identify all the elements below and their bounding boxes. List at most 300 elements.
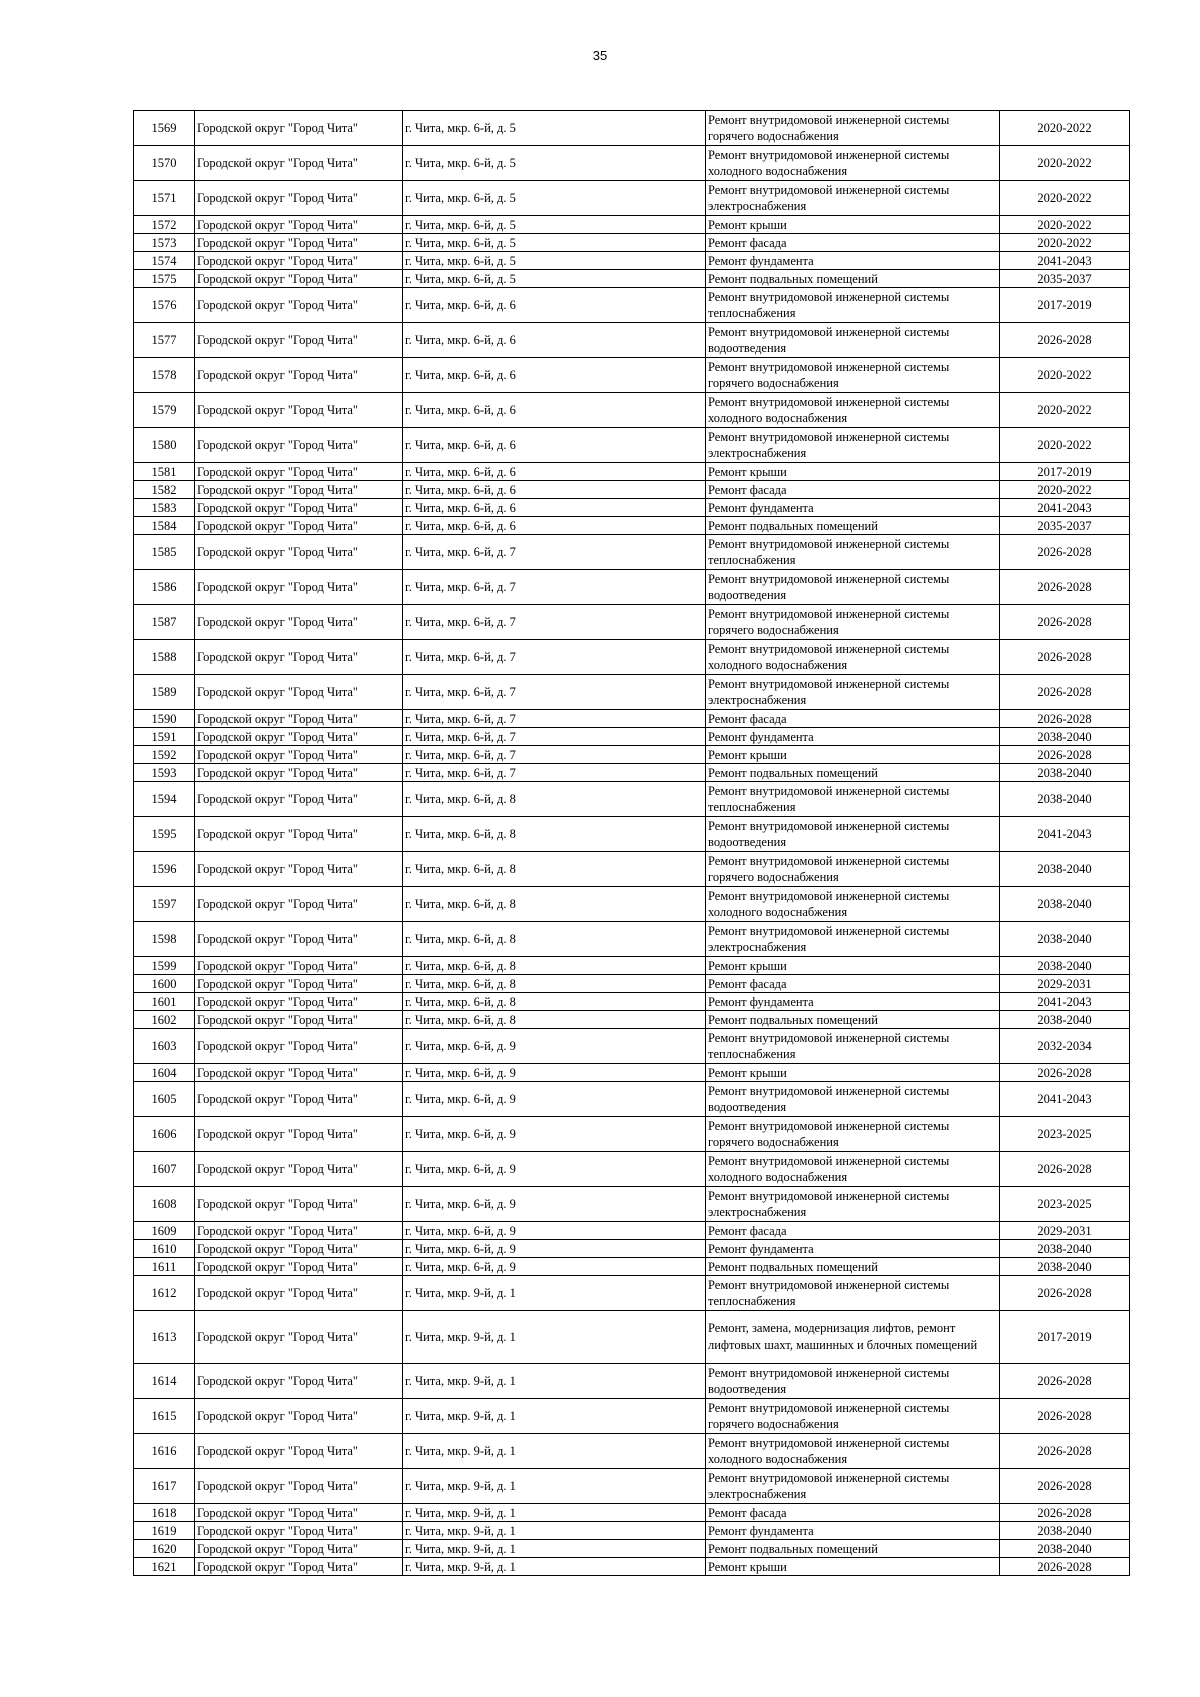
address-cell: г. Чита, мкр. 6-й, д. 7 <box>403 746 706 764</box>
row-number: 1604 <box>134 1064 195 1082</box>
table-row <box>134 1187 1130 1222</box>
period-cell: 2041-2043 <box>1000 499 1130 517</box>
row-number: 1576 <box>134 288 195 323</box>
municipality-cell: Городской округ "Город Чита" <box>195 358 403 393</box>
address-cell: г. Чита, мкр. 9-й, д. 1 <box>403 1540 706 1558</box>
address-cell: г. Чита, мкр. 6-й, д. 6 <box>403 358 706 393</box>
address-cell: г. Чита, мкр. 6-й, д. 5 <box>403 216 706 234</box>
municipality-cell: Городской округ "Город Чита" <box>195 782 403 817</box>
address-cell: г. Чита, мкр. 6-й, д. 6 <box>403 393 706 428</box>
table-row <box>134 993 1130 1011</box>
period-cell: 2035-2037 <box>1000 517 1130 535</box>
period-cell: 2020-2022 <box>1000 234 1130 252</box>
period-cell: 2038-2040 <box>1000 1258 1130 1276</box>
table-row <box>134 1399 1130 1434</box>
row-number: 1618 <box>134 1504 195 1522</box>
period-cell: 2020-2022 <box>1000 111 1130 146</box>
table-row <box>134 216 1130 234</box>
row-number: 1609 <box>134 1222 195 1240</box>
address-cell: г. Чита, мкр. 9-й, д. 1 <box>403 1504 706 1522</box>
work-type-cell: Ремонт фасада <box>706 710 1000 728</box>
address-cell: г. Чита, мкр. 6-й, д. 9 <box>403 1117 706 1152</box>
municipality-cell: Городской округ "Город Чита" <box>195 146 403 181</box>
period-cell: 2017-2019 <box>1000 288 1130 323</box>
table-row <box>134 146 1130 181</box>
period-cell: 2026-2028 <box>1000 1469 1130 1504</box>
address-cell: г. Чита, мкр. 6-й, д. 6 <box>403 517 706 535</box>
row-number: 1590 <box>134 710 195 728</box>
table-row <box>134 570 1130 605</box>
work-type-cell: Ремонт фундамента <box>706 252 1000 270</box>
table-row <box>134 675 1130 710</box>
municipality-cell: Городской округ "Город Чита" <box>195 111 403 146</box>
work-type-cell: Ремонт, замена, модернизация лифтов, ремонт лифтовых шахт, машинных и блочных помещений <box>706 1311 1000 1364</box>
work-type-cell: Ремонт фундамента <box>706 728 1000 746</box>
work-type-cell: Ремонт фундамента <box>706 993 1000 1011</box>
row-number: 1574 <box>134 252 195 270</box>
period-cell: 2023-2025 <box>1000 1187 1130 1222</box>
address-cell: г. Чита, мкр. 6-й, д. 8 <box>403 993 706 1011</box>
table-row <box>134 1364 1130 1399</box>
row-number: 1610 <box>134 1240 195 1258</box>
work-type-cell: Ремонт фасада <box>706 1222 1000 1240</box>
table-row <box>134 499 1130 517</box>
period-cell: 2020-2022 <box>1000 146 1130 181</box>
work-type-cell: Ремонт внутридомовой инженерной системы горячего водоснабжения <box>706 852 1000 887</box>
municipality-cell: Городской округ "Город Чита" <box>195 1064 403 1082</box>
municipality-cell: Городской округ "Город Чита" <box>195 393 403 428</box>
period-cell: 2020-2022 <box>1000 181 1130 216</box>
work-type-cell: Ремонт внутридомовой инженерной системы теплоснабжения <box>706 1029 1000 1064</box>
period-cell: 2026-2028 <box>1000 1558 1130 1576</box>
table-row <box>134 463 1130 481</box>
address-cell: г. Чита, мкр. 6-й, д. 9 <box>403 1082 706 1117</box>
table-row <box>134 1222 1130 1240</box>
address-cell: г. Чита, мкр. 6-й, д. 5 <box>403 146 706 181</box>
work-type-cell: Ремонт фасада <box>706 1504 1000 1522</box>
row-number: 1592 <box>134 746 195 764</box>
address-cell: г. Чита, мкр. 6-й, д. 7 <box>403 570 706 605</box>
work-type-cell: Ремонт крыши <box>706 463 1000 481</box>
municipality-cell: Городской округ "Город Чита" <box>195 746 403 764</box>
row-number: 1586 <box>134 570 195 605</box>
period-cell: 2020-2022 <box>1000 358 1130 393</box>
municipality-cell: Городской округ "Город Чита" <box>195 887 403 922</box>
work-type-cell: Ремонт внутридомовой инженерной системы теплоснабжения <box>706 782 1000 817</box>
period-cell: 2038-2040 <box>1000 957 1130 975</box>
row-number: 1575 <box>134 270 195 288</box>
work-type-cell: Ремонт внутридомовой инженерной системы электроснабжения <box>706 181 1000 216</box>
table-row <box>134 957 1130 975</box>
table-row <box>134 323 1130 358</box>
address-cell: г. Чита, мкр. 6-й, д. 8 <box>403 887 706 922</box>
period-cell: 2020-2022 <box>1000 481 1130 499</box>
row-number: 1600 <box>134 975 195 993</box>
address-cell: г. Чита, мкр. 6-й, д. 9 <box>403 1222 706 1240</box>
address-cell: г. Чита, мкр. 6-й, д. 7 <box>403 640 706 675</box>
row-number: 1620 <box>134 1540 195 1558</box>
municipality-cell: Городской округ "Город Чита" <box>195 675 403 710</box>
table-row <box>134 710 1130 728</box>
period-cell: 2038-2040 <box>1000 852 1130 887</box>
row-number: 1587 <box>134 605 195 640</box>
period-cell: 2041-2043 <box>1000 1082 1130 1117</box>
row-number: 1601 <box>134 993 195 1011</box>
municipality-cell: Городской округ "Город Чита" <box>195 1399 403 1434</box>
municipality-cell: Городской округ "Город Чита" <box>195 234 403 252</box>
row-number: 1577 <box>134 323 195 358</box>
period-cell: 2038-2040 <box>1000 1540 1130 1558</box>
address-cell: г. Чита, мкр. 6-й, д. 5 <box>403 252 706 270</box>
work-type-cell: Ремонт подвальных помещений <box>706 270 1000 288</box>
table-row <box>134 817 1130 852</box>
period-cell: 2026-2028 <box>1000 570 1130 605</box>
work-type-cell: Ремонт внутридомовой инженерной системы электроснабжения <box>706 922 1000 957</box>
period-cell: 2026-2028 <box>1000 605 1130 640</box>
table-row <box>134 728 1130 746</box>
period-cell: 2026-2028 <box>1000 1434 1130 1469</box>
row-number: 1605 <box>134 1082 195 1117</box>
municipality-cell: Городской округ "Город Чита" <box>195 517 403 535</box>
row-number: 1599 <box>134 957 195 975</box>
table-row <box>134 1064 1130 1082</box>
work-type-cell: Ремонт внутридомовой инженерной системы водоотведения <box>706 570 1000 605</box>
work-type-cell: Ремонт внутридомовой инженерной системы водоотведения <box>706 323 1000 358</box>
table-row <box>134 1117 1130 1152</box>
work-type-cell: Ремонт внутридомовой инженерной системы горячего водоснабжения <box>706 1399 1000 1434</box>
address-cell: г. Чита, мкр. 6-й, д. 7 <box>403 605 706 640</box>
table-row <box>134 181 1130 216</box>
period-cell: 2020-2022 <box>1000 428 1130 463</box>
work-type-cell: Ремонт подвальных помещений <box>706 1258 1000 1276</box>
address-cell: г. Чита, мкр. 6-й, д. 6 <box>403 428 706 463</box>
address-cell: г. Чита, мкр. 6-й, д. 6 <box>403 463 706 481</box>
row-number: 1608 <box>134 1187 195 1222</box>
address-cell: г. Чита, мкр. 6-й, д. 7 <box>403 675 706 710</box>
period-cell: 2026-2028 <box>1000 675 1130 710</box>
address-cell: г. Чита, мкр. 6-й, д. 6 <box>403 481 706 499</box>
period-cell: 2020-2022 <box>1000 216 1130 234</box>
municipality-cell: Городской округ "Город Чита" <box>195 975 403 993</box>
table-row <box>134 975 1130 993</box>
period-cell: 2020-2022 <box>1000 393 1130 428</box>
municipality-cell: Городской округ "Город Чита" <box>195 728 403 746</box>
work-type-cell: Ремонт внутридомовой инженерной системы теплоснабжения <box>706 1276 1000 1311</box>
table-row <box>134 1434 1130 1469</box>
municipality-cell: Городской округ "Город Чита" <box>195 1222 403 1240</box>
work-type-cell: Ремонт подвальных помещений <box>706 1011 1000 1029</box>
work-type-cell: Ремонт внутридомовой инженерной системы холодного водоснабжения <box>706 393 1000 428</box>
address-cell: г. Чита, мкр. 6-й, д. 8 <box>403 1011 706 1029</box>
address-cell: г. Чита, мкр. 6-й, д. 5 <box>403 181 706 216</box>
address-cell: г. Чита, мкр. 9-й, д. 1 <box>403 1399 706 1434</box>
period-cell: 2038-2040 <box>1000 728 1130 746</box>
period-cell: 2026-2028 <box>1000 1152 1130 1187</box>
address-cell: г. Чита, мкр. 6-й, д. 5 <box>403 111 706 146</box>
table-row <box>134 517 1130 535</box>
address-cell: г. Чита, мкр. 9-й, д. 1 <box>403 1276 706 1311</box>
municipality-cell: Городской округ "Город Чита" <box>195 852 403 887</box>
work-type-cell: Ремонт внутридомовой инженерной системы теплоснабжения <box>706 535 1000 570</box>
municipality-cell: Городской округ "Город Чита" <box>195 1029 403 1064</box>
municipality-cell: Городской округ "Город Чита" <box>195 1276 403 1311</box>
table-row <box>134 1522 1130 1540</box>
table-row <box>134 1311 1130 1364</box>
period-cell: 2032-2034 <box>1000 1029 1130 1064</box>
municipality-cell: Городской округ "Город Чита" <box>195 535 403 570</box>
row-number: 1607 <box>134 1152 195 1187</box>
work-type-cell: Ремонт внутридомовой инженерной системы холодного водоснабжения <box>706 640 1000 675</box>
municipality-cell: Городской округ "Город Чита" <box>195 216 403 234</box>
address-cell: г. Чита, мкр. 6-й, д. 9 <box>403 1029 706 1064</box>
address-cell: г. Чита, мкр. 6-й, д. 7 <box>403 535 706 570</box>
municipality-cell: Городской округ "Город Чита" <box>195 481 403 499</box>
table-row <box>134 1540 1130 1558</box>
work-type-cell: Ремонт крыши <box>706 1558 1000 1576</box>
period-cell: 2041-2043 <box>1000 817 1130 852</box>
municipality-cell: Городской округ "Город Чита" <box>195 428 403 463</box>
table-row <box>134 428 1130 463</box>
period-cell: 2026-2028 <box>1000 535 1130 570</box>
row-number: 1597 <box>134 887 195 922</box>
table-row <box>134 358 1130 393</box>
row-number: 1602 <box>134 1011 195 1029</box>
row-number: 1616 <box>134 1434 195 1469</box>
address-cell: г. Чита, мкр. 6-й, д. 9 <box>403 1152 706 1187</box>
municipality-cell: Городской округ "Город Чита" <box>195 1082 403 1117</box>
municipality-cell: Городской округ "Город Чита" <box>195 463 403 481</box>
address-cell: г. Чита, мкр. 6-й, д. 8 <box>403 957 706 975</box>
address-cell: г. Чита, мкр. 9-й, д. 1 <box>403 1558 706 1576</box>
period-cell: 2026-2028 <box>1000 1276 1130 1311</box>
work-type-cell: Ремонт внутридомовой инженерной системы горячего водоснабжения <box>706 358 1000 393</box>
table-row <box>134 1011 1130 1029</box>
table-row <box>134 1469 1130 1504</box>
row-number: 1570 <box>134 146 195 181</box>
address-cell: г. Чита, мкр. 6-й, д. 6 <box>403 323 706 358</box>
municipality-cell: Городской округ "Город Чита" <box>195 1311 403 1364</box>
table-row <box>134 393 1130 428</box>
address-cell: г. Чита, мкр. 6-й, д. 5 <box>403 234 706 252</box>
municipality-cell: Городской округ "Город Чита" <box>195 1364 403 1399</box>
work-type-cell: Ремонт внутридомовой инженерной системы холодного водоснабжения <box>706 1152 1000 1187</box>
row-number: 1612 <box>134 1276 195 1311</box>
municipality-cell: Городской округ "Город Чита" <box>195 605 403 640</box>
work-type-cell: Ремонт внутридомовой инженерной системы водоотведения <box>706 817 1000 852</box>
municipality-cell: Городской округ "Город Чита" <box>195 323 403 358</box>
municipality-cell: Городской округ "Город Чита" <box>195 1011 403 1029</box>
work-type-cell: Ремонт внутридомовой инженерной системы электроснабжения <box>706 428 1000 463</box>
municipality-cell: Городской округ "Город Чита" <box>195 181 403 216</box>
row-number: 1594 <box>134 782 195 817</box>
address-cell: г. Чита, мкр. 6-й, д. 5 <box>403 270 706 288</box>
period-cell: 2041-2043 <box>1000 252 1130 270</box>
work-type-cell: Ремонт подвальных помещений <box>706 1540 1000 1558</box>
municipality-cell: Городской округ "Город Чита" <box>195 640 403 675</box>
work-type-cell: Ремонт фасада <box>706 481 1000 499</box>
table-row <box>134 640 1130 675</box>
row-number: 1583 <box>134 499 195 517</box>
work-type-cell: Ремонт подвальных помещений <box>706 764 1000 782</box>
address-cell: г. Чита, мкр. 6-й, д. 8 <box>403 782 706 817</box>
address-cell: г. Чита, мкр. 6-й, д. 9 <box>403 1258 706 1276</box>
municipality-cell: Городской округ "Город Чита" <box>195 1504 403 1522</box>
work-type-cell: Ремонт внутридомовой инженерной системы горячего водоснабжения <box>706 1117 1000 1152</box>
table-row <box>134 782 1130 817</box>
address-cell: г. Чита, мкр. 6-й, д. 7 <box>403 710 706 728</box>
row-number: 1569 <box>134 111 195 146</box>
work-type-cell: Ремонт крыши <box>706 1064 1000 1082</box>
work-type-cell: Ремонт внутридомовой инженерной системы электроснабжения <box>706 675 1000 710</box>
table-row <box>134 1082 1130 1117</box>
work-type-cell: Ремонт внутридомовой инженерной системы холодного водоснабжения <box>706 1434 1000 1469</box>
municipality-cell: Городской округ "Город Чита" <box>195 570 403 605</box>
municipality-cell: Городской округ "Город Чита" <box>195 1240 403 1258</box>
row-number: 1611 <box>134 1258 195 1276</box>
period-cell: 2023-2025 <box>1000 1117 1130 1152</box>
row-number: 1580 <box>134 428 195 463</box>
work-type-cell: Ремонт фундамента <box>706 1522 1000 1540</box>
row-number: 1593 <box>134 764 195 782</box>
page-number: 35 <box>592 48 608 63</box>
row-number: 1606 <box>134 1117 195 1152</box>
work-type-cell: Ремонт фасада <box>706 234 1000 252</box>
municipality-cell: Городской округ "Город Чита" <box>195 1187 403 1222</box>
address-cell: г. Чита, мкр. 9-й, д. 1 <box>403 1522 706 1540</box>
table-row <box>134 111 1130 146</box>
work-type-cell: Ремонт крыши <box>706 216 1000 234</box>
period-cell: 2038-2040 <box>1000 764 1130 782</box>
table-row <box>134 535 1130 570</box>
work-type-cell: Ремонт фасада <box>706 975 1000 993</box>
period-cell: 2038-2040 <box>1000 1522 1130 1540</box>
period-cell: 2035-2037 <box>1000 270 1130 288</box>
address-cell: г. Чита, мкр. 6-й, д. 8 <box>403 817 706 852</box>
address-cell: г. Чита, мкр. 6-й, д. 9 <box>403 1064 706 1082</box>
work-type-cell: Ремонт фундамента <box>706 1240 1000 1258</box>
municipality-cell: Городской округ "Город Чита" <box>195 1152 403 1187</box>
table-row <box>134 1276 1130 1311</box>
repair-schedule-table <box>133 110 1130 1576</box>
period-cell: 2038-2040 <box>1000 887 1130 922</box>
period-cell: 2017-2019 <box>1000 463 1130 481</box>
work-type-cell: Ремонт внутридомовой инженерной системы горячего водоснабжения <box>706 111 1000 146</box>
row-number: 1584 <box>134 517 195 535</box>
municipality-cell: Городской округ "Город Чита" <box>195 1117 403 1152</box>
work-type-cell: Ремонт подвальных помещений <box>706 517 1000 535</box>
municipality-cell: Городской округ "Город Чита" <box>195 270 403 288</box>
period-cell: 2038-2040 <box>1000 1011 1130 1029</box>
address-cell: г. Чита, мкр. 6-й, д. 7 <box>403 764 706 782</box>
municipality-cell: Городской округ "Город Чита" <box>195 499 403 517</box>
row-number: 1573 <box>134 234 195 252</box>
table-row <box>134 1558 1130 1576</box>
work-type-cell: Ремонт внутридомовой инженерной системы горячего водоснабжения <box>706 605 1000 640</box>
address-cell: г. Чита, мкр. 9-й, д. 1 <box>403 1434 706 1469</box>
row-number: 1571 <box>134 181 195 216</box>
table-row <box>134 270 1130 288</box>
table-row <box>134 481 1130 499</box>
period-cell: 2038-2040 <box>1000 1240 1130 1258</box>
municipality-cell: Городской округ "Город Чита" <box>195 252 403 270</box>
municipality-cell: Городской округ "Город Чита" <box>195 817 403 852</box>
address-cell: г. Чита, мкр. 6-й, д. 6 <box>403 499 706 517</box>
row-number: 1613 <box>134 1311 195 1364</box>
table-row <box>134 1504 1130 1522</box>
municipality-cell: Городской округ "Город Чита" <box>195 922 403 957</box>
period-cell: 2041-2043 <box>1000 993 1130 1011</box>
work-type-cell: Ремонт внутридомовой инженерной системы теплоснабжения <box>706 288 1000 323</box>
work-type-cell: Ремонт фундамента <box>706 499 1000 517</box>
row-number: 1614 <box>134 1364 195 1399</box>
row-number: 1585 <box>134 535 195 570</box>
address-cell: г. Чита, мкр. 6-й, д. 7 <box>403 728 706 746</box>
municipality-cell: Городской округ "Город Чита" <box>195 1434 403 1469</box>
address-cell: г. Чита, мкр. 9-й, д. 1 <box>403 1364 706 1399</box>
table-row <box>134 852 1130 887</box>
work-type-cell: Ремонт внутридомовой инженерной системы электроснабжения <box>706 1469 1000 1504</box>
table-row <box>134 1029 1130 1064</box>
address-cell: г. Чита, мкр. 6-й, д. 9 <box>403 1240 706 1258</box>
municipality-cell: Городской округ "Город Чита" <box>195 288 403 323</box>
period-cell: 2038-2040 <box>1000 782 1130 817</box>
period-cell: 2026-2028 <box>1000 1064 1130 1082</box>
work-type-cell: Ремонт внутридомовой инженерной системы холодного водоснабжения <box>706 887 1000 922</box>
row-number: 1578 <box>134 358 195 393</box>
row-number: 1581 <box>134 463 195 481</box>
work-type-cell: Ремонт внутридомовой инженерной системы электроснабжения <box>706 1187 1000 1222</box>
address-cell: г. Чита, мкр. 9-й, д. 1 <box>403 1469 706 1504</box>
period-cell: 2026-2028 <box>1000 710 1130 728</box>
row-number: 1591 <box>134 728 195 746</box>
table-row <box>134 764 1130 782</box>
address-cell: г. Чита, мкр. 6-й, д. 9 <box>403 1187 706 1222</box>
municipality-cell: Городской округ "Город Чита" <box>195 957 403 975</box>
period-cell: 2026-2028 <box>1000 640 1130 675</box>
work-type-cell: Ремонт внутридомовой инженерной системы холодного водоснабжения <box>706 146 1000 181</box>
municipality-cell: Городской округ "Город Чита" <box>195 1469 403 1504</box>
row-number: 1603 <box>134 1029 195 1064</box>
table-row <box>134 922 1130 957</box>
address-cell: г. Чита, мкр. 9-й, д. 1 <box>403 1311 706 1364</box>
period-cell: 2029-2031 <box>1000 1222 1130 1240</box>
address-cell: г. Чита, мкр. 6-й, д. 8 <box>403 975 706 993</box>
row-number: 1617 <box>134 1469 195 1504</box>
period-cell: 2026-2028 <box>1000 1504 1130 1522</box>
work-type-cell: Ремонт внутридомовой инженерной системы водоотведения <box>706 1364 1000 1399</box>
row-number: 1572 <box>134 216 195 234</box>
table-row <box>134 887 1130 922</box>
period-cell: 2026-2028 <box>1000 1399 1130 1434</box>
row-number: 1582 <box>134 481 195 499</box>
period-cell: 2026-2028 <box>1000 746 1130 764</box>
address-cell: г. Чита, мкр. 6-й, д. 8 <box>403 852 706 887</box>
table-row <box>134 234 1130 252</box>
row-number: 1615 <box>134 1399 195 1434</box>
period-cell: 2026-2028 <box>1000 1364 1130 1399</box>
address-cell: г. Чита, мкр. 6-й, д. 6 <box>403 288 706 323</box>
table-row <box>134 1258 1130 1276</box>
municipality-cell: Городской округ "Город Чита" <box>195 710 403 728</box>
work-type-cell: Ремонт внутридомовой инженерной системы водоотведения <box>706 1082 1000 1117</box>
period-cell: 2017-2019 <box>1000 1311 1130 1364</box>
municipality-cell: Городской округ "Город Чита" <box>195 1522 403 1540</box>
row-number: 1579 <box>134 393 195 428</box>
municipality-cell: Городской округ "Город Чита" <box>195 1540 403 1558</box>
table-body <box>134 111 1130 1576</box>
row-number: 1595 <box>134 817 195 852</box>
table-row <box>134 288 1130 323</box>
